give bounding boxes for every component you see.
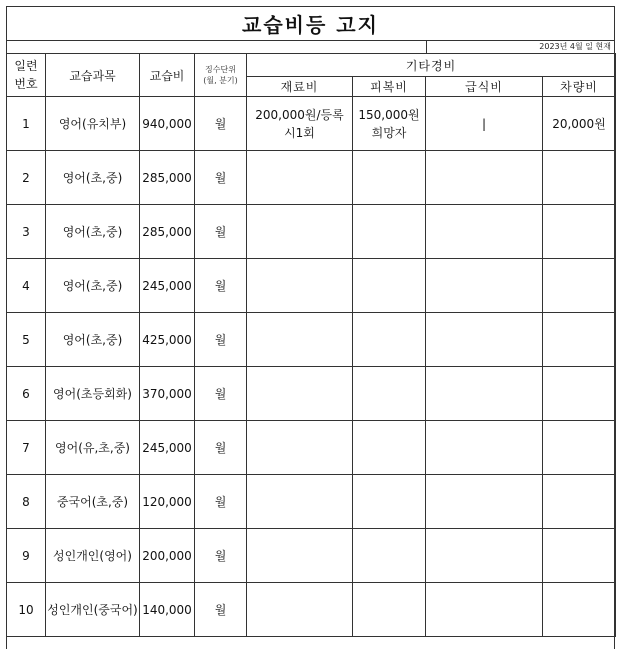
- row-materials: [247, 151, 353, 205]
- row-uniform: [353, 583, 426, 637]
- header-unit-line-1: 징수단위: [205, 65, 236, 74]
- row-uniform: [353, 259, 426, 313]
- table-row: [7, 313, 616, 367]
- header-row-1: [7, 54, 616, 77]
- row-uniform: [353, 475, 426, 529]
- row-unit: 월: [195, 367, 247, 421]
- date-text: 2023년 4월 일 현재: [539, 42, 611, 51]
- row-unit: 월: [195, 151, 247, 205]
- table-row: [7, 97, 616, 151]
- row-number: 8: [7, 475, 46, 529]
- row-materials: [247, 421, 353, 475]
- row-meal: [426, 205, 543, 259]
- table-row: [7, 205, 616, 259]
- table-row: [7, 151, 616, 205]
- row-vehicle: [543, 259, 616, 313]
- row-number: 5: [7, 313, 46, 367]
- row-fee: 140,000: [140, 583, 195, 637]
- row-materials: [247, 367, 353, 421]
- row-meal: [426, 583, 543, 637]
- table-row: [7, 421, 616, 475]
- row-subject: 영어(초,중): [46, 205, 140, 259]
- header-fee: 교습비: [140, 54, 195, 97]
- row-materials: [247, 313, 353, 367]
- row-subject: 중국어(초,중): [46, 475, 140, 529]
- row-uniform: [353, 313, 426, 367]
- header-subject: 교습과목: [46, 54, 140, 97]
- row-fee: 285,000: [140, 205, 195, 259]
- row-subject: 영어(초,중): [46, 313, 140, 367]
- table-row: [7, 583, 616, 637]
- row-unit: 월: [195, 313, 247, 367]
- date-row: [6, 40, 615, 54]
- row-fee: 285,000: [140, 151, 195, 205]
- row-subject: 영어(초등회화): [46, 367, 140, 421]
- row-unit: 월: [195, 529, 247, 583]
- row-vehicle: [543, 583, 616, 637]
- row-fee: 940,000: [140, 97, 195, 151]
- row-unit: 월: [195, 421, 247, 475]
- row-number: 4: [7, 259, 46, 313]
- header-serial: [7, 54, 46, 97]
- row-materials: [247, 475, 353, 529]
- row-unit: 월: [195, 97, 247, 151]
- row-vehicle: [543, 205, 616, 259]
- header-unit-line-2: (월, 분기): [203, 76, 238, 85]
- row-uniform: [353, 367, 426, 421]
- row-meal: [426, 475, 543, 529]
- row-meal: [426, 529, 543, 583]
- row-unit: 월: [195, 475, 247, 529]
- row-fee: 200,000: [140, 529, 195, 583]
- row-uniform-line-1: 150,000원: [358, 107, 420, 122]
- row-materials: [247, 205, 353, 259]
- fee-table-body: [7, 97, 616, 637]
- row-fee: 245,000: [140, 259, 195, 313]
- row-number: 9: [7, 529, 46, 583]
- row-number: 10: [7, 583, 46, 637]
- row-meal: |: [426, 97, 543, 151]
- row-uniform-line-2: 희망자: [371, 125, 407, 140]
- row-vehicle: [543, 529, 616, 583]
- row-meal: [426, 151, 543, 205]
- date-divider: [426, 40, 427, 53]
- row-unit: 월: [195, 583, 247, 637]
- row-vehicle: [543, 367, 616, 421]
- row-fee: 425,000: [140, 313, 195, 367]
- row-subject: 영어(유치부): [46, 97, 140, 151]
- row-uniform: [353, 97, 426, 151]
- row-vehicle: [543, 475, 616, 529]
- table-row: [7, 529, 616, 583]
- row-uniform: [353, 151, 426, 205]
- table-row: [7, 259, 616, 313]
- row-meal: [426, 367, 543, 421]
- row-number: 7: [7, 421, 46, 475]
- row-fee: 120,000: [140, 475, 195, 529]
- row-unit: 월: [195, 205, 247, 259]
- table-row: [7, 475, 616, 529]
- row-materials-line-1: 200,000원/등록: [255, 107, 344, 122]
- row-fee: 245,000: [140, 421, 195, 475]
- row-materials: [247, 583, 353, 637]
- document-title: 교습비등 고지: [242, 12, 379, 37]
- row-number: 2: [7, 151, 46, 205]
- row-uniform: [353, 421, 426, 475]
- row-fee: 370,000: [140, 367, 195, 421]
- row-materials: [247, 529, 353, 583]
- header-serial-line-2: 번호: [14, 77, 38, 91]
- row-uniform: [353, 529, 426, 583]
- row-meal: [426, 259, 543, 313]
- row-subject: 영어(초,중): [46, 259, 140, 313]
- row-vehicle: [543, 421, 616, 475]
- row-materials: [247, 259, 353, 313]
- header-serial-line-1: 일련: [14, 59, 38, 73]
- row-meal: [426, 421, 543, 475]
- row-subject: 영어(초,중): [46, 151, 140, 205]
- fee-table: [6, 53, 616, 637]
- row-uniform: [353, 205, 426, 259]
- row-subject: 영어(유,초,중): [46, 421, 140, 475]
- row-materials-line-2: 시1회: [284, 125, 315, 140]
- row-unit: 월: [195, 259, 247, 313]
- row-number: 3: [7, 205, 46, 259]
- row-vehicle: [543, 313, 616, 367]
- row-vehicle: 20,000원: [543, 97, 616, 151]
- row-meal: [426, 313, 543, 367]
- row-vehicle: [543, 151, 616, 205]
- title-box: [6, 6, 615, 41]
- row-subject: 성인개인(중국어): [46, 583, 140, 637]
- row-number: 1: [7, 97, 46, 151]
- header-other-expenses: 기타경비: [247, 54, 616, 77]
- table-row: [7, 367, 616, 421]
- header-meal: 급식비: [426, 77, 543, 97]
- header-unit: [195, 54, 247, 97]
- row-subject: 성인개인(영어): [46, 529, 140, 583]
- header-uniform: 피복비: [353, 77, 426, 97]
- row-materials: [247, 97, 353, 151]
- header-vehicle: 차량비: [543, 77, 616, 97]
- row-number: 6: [7, 367, 46, 421]
- header-materials: 재료비: [247, 77, 353, 97]
